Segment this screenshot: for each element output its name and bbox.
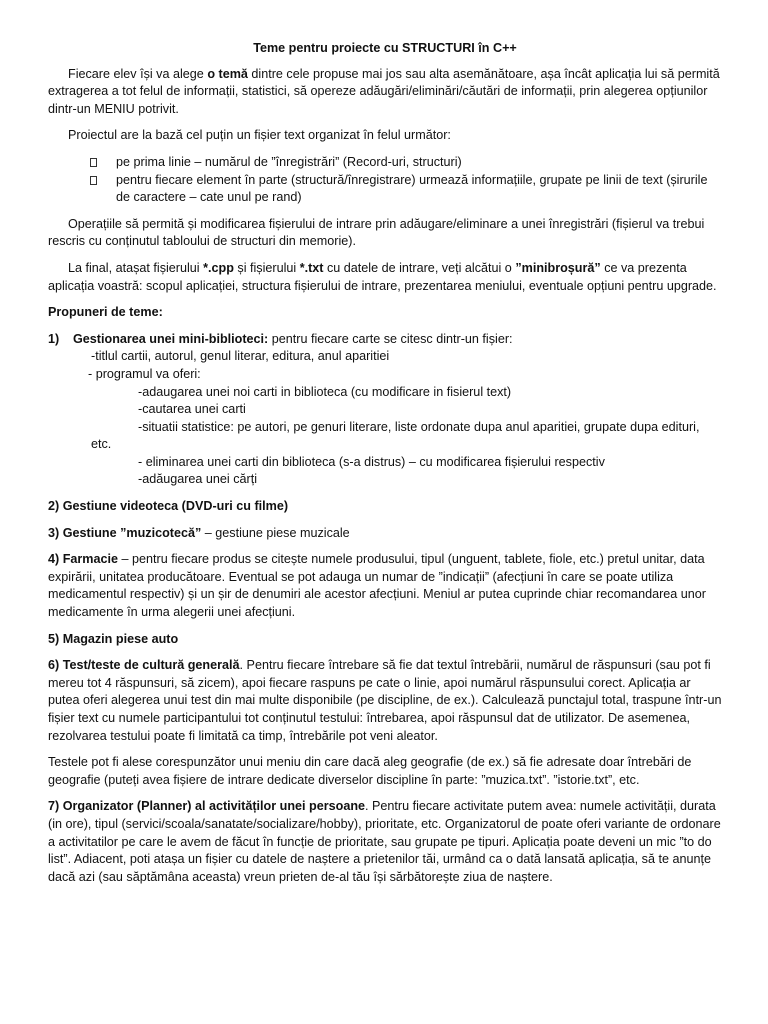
project-title: 6) Test/teste de cultură generală <box>48 658 240 673</box>
list-item-text: pe prima linie – numărul de ”înregistrări” (Record-uri, structuri) <box>116 154 462 169</box>
intro-text: dintre cele propuse mai jos sau alta asemănătoare, așa încât aplicația lui să permită extragerea a tot felul de informații, statistici, să opereze adăugări/eliminări/căutări de informații, prin alegerea opțiunilor dintr-un MENIU potrivit. <box>48 66 720 116</box>
project-4 <box>48 551 722 621</box>
intro-paragraph-3: Operațiile să permită și modificarea fișierului de intrare prin adăugare/eliminare a unei înregistrări (fișierul va trebui rescris cu conținutul tabloului de structuri din memorie). <box>48 216 705 249</box>
project-1-heading <box>48 331 722 349</box>
project-description: – pentru fiecare produs se citește numele produsului, tipul (unguent, tablete, fiole, etc.) pretul unitar, data expirării, unitatea producătoare. Eventual se pot adauga un numar de ”indicații” (afecțiuni în care se poate utiliza medicamentul respectiv) și un șir de denumiri ale acestor afecțiuni. Meniul ar putea cuprinde chiar recomandarea unor medicamente în urma alegerii unei afecțiuni. <box>48 552 707 620</box>
project-description: – gestiune piese muzicale <box>201 525 350 540</box>
checkbox-bullet-icon <box>90 158 97 167</box>
project-title: Gestionarea unei mini-biblioteci: <box>73 331 269 346</box>
project-description: . Pentru fiecare întrebare să fie dat textul întrebării, numărul de răspunsuri (sau pot fi mereu tot 4 răspunsuri, să zicem), apoi fiecare raspuns pe cate o linie, apoi numărul răspunsului corect. Aplicația ar putea oferi alegerea unui test din mai multe disponibile (pe discipline, de ex.). Calculează punctajul total, traspune într-un fișier text cu numele participantului tot conținutul testului: întrebarea, apoi răspunsul dat de utilizator. De asemenea, rezolvarea testului poate fi limitată ca timp, întrebările pot veni aleator. <box>48 658 722 743</box>
intro-bold-text: ”minibroșură” <box>515 260 601 275</box>
project-7 <box>48 798 722 886</box>
intro-text: La final, atașat fișierului <box>68 260 204 275</box>
intro-text: Fiecare elev își va alege <box>68 66 208 81</box>
project-6 <box>48 657 722 745</box>
project-1 <box>48 331 722 489</box>
project-title: 3) Gestiune ”muzicotecă” <box>48 525 202 540</box>
document-title: Teme pentru proiecte cu STRUCTURI în C++ <box>253 41 517 55</box>
intro-bold-text: *.txt <box>299 260 324 275</box>
intro-text: ce va prezenta aplicația voastră: scopul aplicației, structura fișierului de intrare, prezentarea meniului, eventuale opțiuni pentru upgrade. <box>48 260 717 293</box>
tests-note: Testele pot fi alese corespunzător unui meniu din care dacă aleg geografie (de ex.) să fie adresate doar întrebări de geografie (puteți avea fișiere de intrare dedicate diverselor discipline în parte: ”muzica.txt”. ”istorie.txt”, etc. <box>48 755 692 787</box>
checkbox-bullet-icon <box>90 176 97 185</box>
intro-paragraph-4 <box>48 260 722 295</box>
project-title-rest: pentru fiecare carte se citesc dintr-un fișier: <box>268 331 513 346</box>
project-2: 2) Gestiune videoteca (DVD-uri cu filme) <box>48 499 289 514</box>
intro-text: cu datele de intrare, veți alcătui o <box>323 260 516 275</box>
project-1-subitem: -situatii statistice: pe autori, pe genuri literare, liste ordonate dupa anul aparitiei, grupate dupa edituri, <box>138 419 700 434</box>
intro-bold-text: *.cpp <box>203 260 234 275</box>
intro-bold-text: o temă <box>207 66 248 81</box>
project-1-subitem: -cautarea unei carti <box>138 402 246 417</box>
project-1-subitem: -adaugarea unei noi carti in biblioteca (cu modificare in fisierul text) <box>138 384 512 399</box>
project-1-continuation: etc. <box>91 437 112 452</box>
project-description: . Pentru fiecare activitate putem avea: numele activității, durata (in ore), tipul (servici/scoala/sanatate/socializare/hobby), prioritate, etc. Organizatorul de poate oferi variante de ordonare a activitatilor pe care le avem de făcut în funcție de prioritate, sau grupate pe tipuri. Aplicația poate deveni un mic ”to do list”. Adiacent, poti atașa un fișier cu datele de naștere a prietenilor tăi, urmând ca o dată lansată aplicația, să te anunțe dacă azi (sau săptămâna aceasta) vreun prieten de-al tău își sărbătorește ziua de naștere. <box>48 799 721 884</box>
project-1-line: -titlul cartii, autorul, genul literar, editura, anul aparitiei <box>91 349 390 364</box>
intro-paragraph-1 <box>48 66 722 119</box>
section-heading: Propuneri de teme: <box>48 305 163 320</box>
project-number: 1) <box>48 331 60 346</box>
list-item <box>48 172 722 207</box>
file-structure-list <box>48 154 722 207</box>
project-5: 5) Magazin piese auto <box>48 631 179 646</box>
intro-text: și fișierului <box>233 260 300 275</box>
project-1-line: - programul va oferi: <box>88 366 201 381</box>
list-item-text: pentru fiecare element în parte (structură/înregistrare) urmează informațiile, grupate pe linii de text (șirurile de caractere – cate unul pe rand) <box>116 172 708 205</box>
project-title: 4) Farmacie <box>48 552 119 567</box>
project-title: 7) Organizator (Planner) al activităților unei persoane <box>48 799 366 814</box>
list-item <box>48 154 722 172</box>
project-1-subitem: -adăugarea unei cărți <box>138 472 258 487</box>
project-3 <box>48 525 722 543</box>
intro-paragraph-2: Proiectul are la bază cel puțin un fișier text organizat în felul următor: <box>68 128 451 143</box>
project-1-subitem: - eliminarea unei carti din biblioteca (s-a distrus) – cu modificarea fișierului respectiv <box>138 454 605 469</box>
